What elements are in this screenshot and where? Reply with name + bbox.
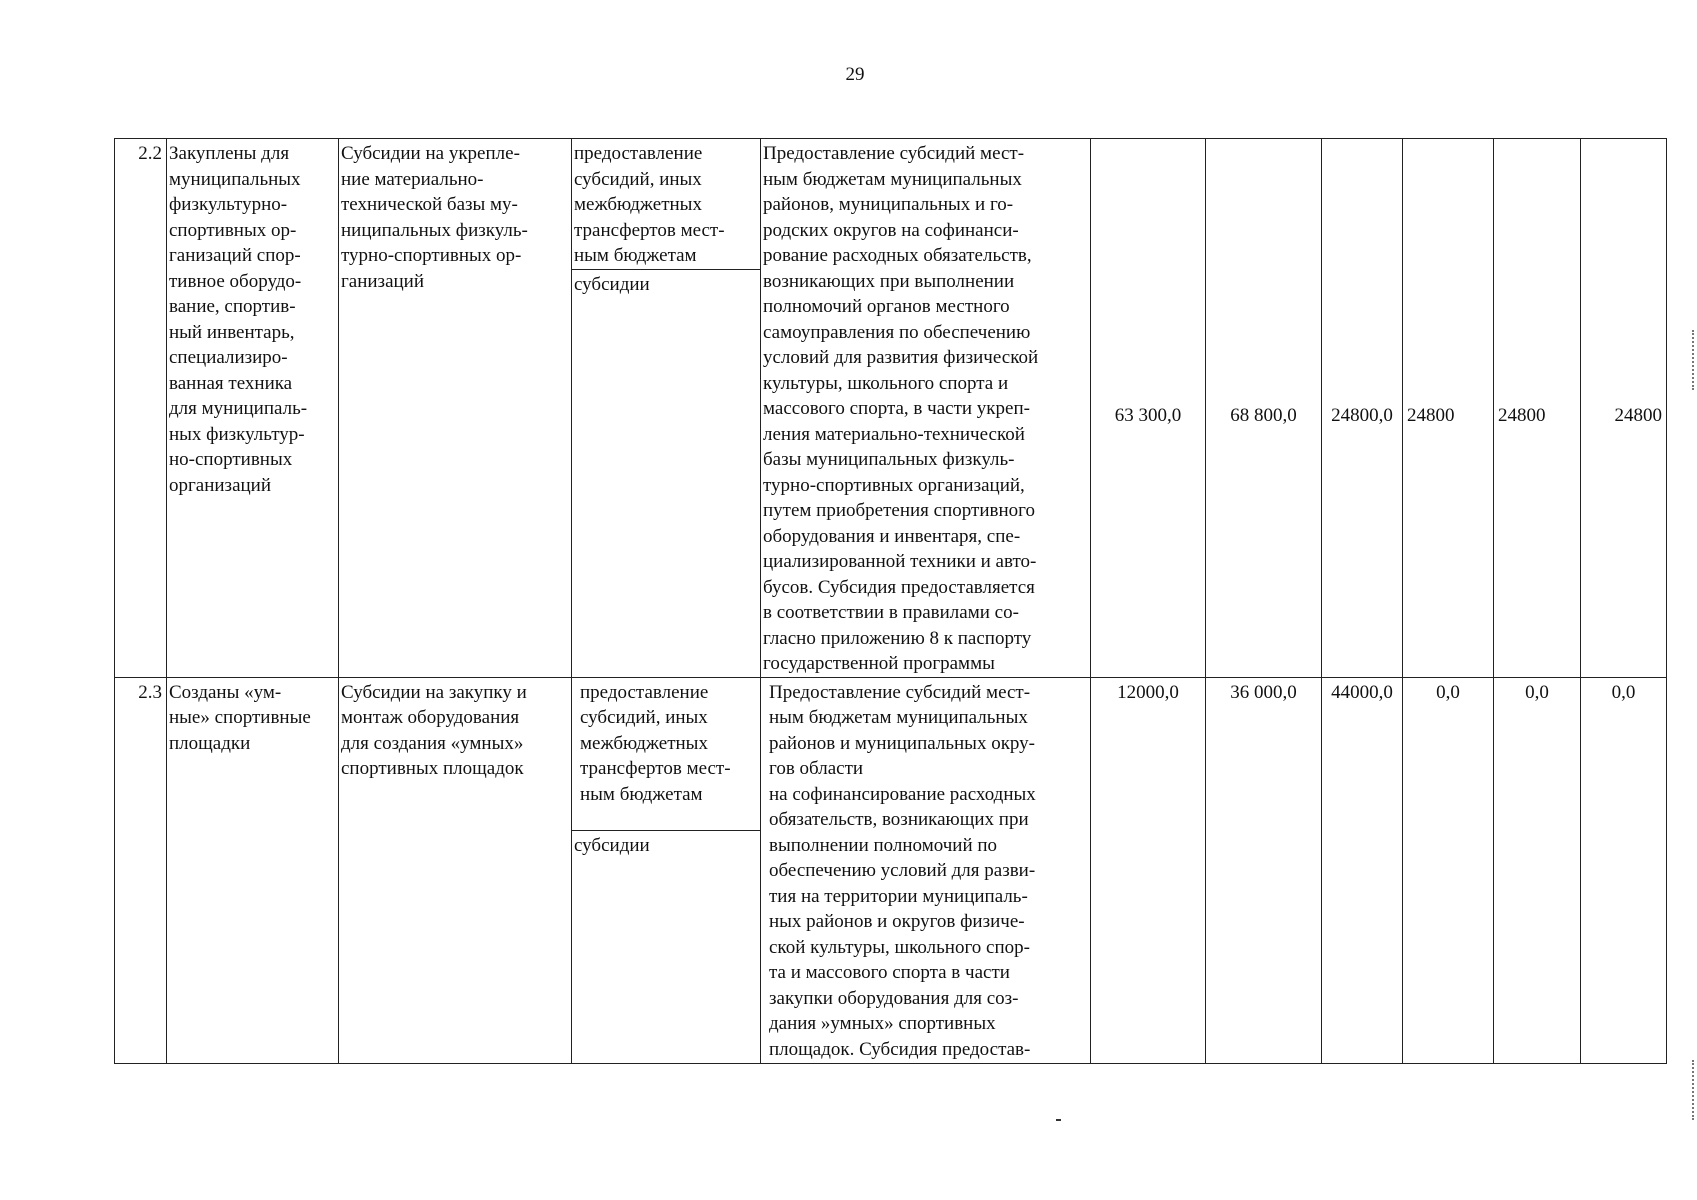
- text-line: на софинансирование расходных: [769, 783, 1036, 805]
- text-line: ным бюджетам муниципальных: [763, 168, 1022, 190]
- text-line: ванная техника: [169, 372, 293, 394]
- text-line: Предоставление субсидий мест-: [763, 143, 1025, 164]
- text-line: Закуплены для: [169, 143, 290, 164]
- text-line: организаций: [169, 474, 272, 496]
- type-cell: [572, 677, 761, 1063]
- text-line: субсидий, иных: [574, 168, 702, 190]
- value-cell: 24800: [1403, 139, 1494, 678]
- value-cell: 12000,0: [1091, 677, 1206, 1063]
- text-line: для муниципаль-: [169, 398, 308, 419]
- text-line: ние материально-: [341, 168, 484, 190]
- type-top: [572, 678, 760, 830]
- text-line: ганизаций: [341, 270, 425, 292]
- text-line: бусов. Субсидия предоставляется: [763, 576, 1035, 598]
- type-cell: [572, 139, 761, 678]
- text-line: тия на территории муниципаль-: [769, 885, 1028, 907]
- text-line: закупки оборудования для соз-: [769, 987, 1019, 1009]
- text-line: для создания «умных»: [341, 732, 524, 754]
- text-line: полномочий органов местного: [763, 296, 1010, 317]
- text-line: ления материально-технической: [763, 423, 1025, 445]
- text-line: массового спорта, в части укреп-: [763, 398, 1030, 419]
- text-line: родских округов на софинанси-: [763, 219, 1019, 241]
- description-cell: [761, 139, 1091, 678]
- text-line: ным бюджетам муниципальных: [769, 707, 1028, 728]
- text-line: тивное оборудо-: [169, 270, 302, 292]
- value-cell: 36 000,0: [1206, 677, 1322, 1063]
- text-line: ных физкультур-: [169, 423, 305, 445]
- text-line: но-спортивных: [169, 449, 293, 470]
- text-line: рование расходных обязательств,: [763, 245, 1032, 266]
- text-line: субсидий, иных: [580, 707, 708, 728]
- text-line: монтаж оборудования: [341, 707, 520, 728]
- value-cell: 24800,0: [1322, 139, 1403, 678]
- value-cell: 24800: [1494, 139, 1581, 678]
- text-line: обязательств, возникающих при: [769, 809, 1029, 830]
- text-line: площадки: [169, 732, 251, 754]
- value-cell: 63 300,0: [1091, 139, 1206, 678]
- type-top: [572, 139, 760, 269]
- text-line: ным бюджетам: [580, 783, 703, 805]
- text-line: обеспечению условий для разви-: [769, 860, 1036, 881]
- text-line: турно-спортивных ор-: [341, 245, 522, 266]
- text-line: гов области: [769, 758, 864, 779]
- text-line: в соответствии в правилами со-: [763, 602, 1019, 623]
- row-number: 2.2: [115, 139, 167, 678]
- text-line: Субсидии на укрепле-: [341, 143, 520, 164]
- row-number: 2.3: [115, 677, 167, 1063]
- text-line: ных районов и округов физиче-: [769, 911, 1025, 932]
- text-line: ным бюджетам: [574, 245, 697, 266]
- text-line: ниципальных физкуль-: [341, 219, 528, 241]
- result-cell: [167, 139, 339, 678]
- text-line: районов, муниципальных и го-: [763, 194, 1014, 215]
- program-table: [114, 138, 1667, 1064]
- text-line: муниципальных: [169, 168, 301, 190]
- text-line: межбюджетных: [574, 194, 702, 215]
- table-row: [115, 677, 1667, 1063]
- text-line: специализиро-: [169, 347, 288, 368]
- text-line: дания »умных» спортивных: [769, 1013, 996, 1034]
- description-cell: [761, 677, 1091, 1063]
- type-bottom: [572, 269, 760, 677]
- text-line: Предоставление субсидий мест-: [769, 681, 1031, 703]
- scan-edge-mark: [1692, 330, 1696, 390]
- text-line: вание, спортив-: [169, 296, 296, 317]
- text-line: ные» спортивные: [169, 707, 311, 728]
- text-line: условий для развития физической: [763, 347, 1039, 368]
- text-line: спортивных ор-: [169, 219, 297, 241]
- value-cell: 68 800,0: [1206, 139, 1322, 678]
- text-line: государственной программы: [763, 653, 995, 674]
- text-line: турно-спортивных организаций,: [763, 474, 1025, 496]
- value-cell: 24800: [1581, 139, 1667, 678]
- text-line: субсидии: [574, 273, 650, 295]
- text-line: ный инвентарь,: [169, 321, 295, 343]
- text-line: самоуправления по обеспечению: [763, 321, 1031, 343]
- measure-cell: [339, 677, 572, 1063]
- type-bottom: [572, 830, 760, 1063]
- text-line: выполнении полномочий по: [769, 834, 998, 856]
- text-line: гласно приложению 8 к паспорту: [763, 627, 1032, 649]
- value-cell: 0,0: [1494, 677, 1581, 1063]
- value-cell: 0,0: [1403, 677, 1494, 1063]
- text-line: трансфертов мест-: [580, 758, 731, 779]
- text-line: предоставление: [574, 143, 703, 164]
- table-row: [115, 139, 1667, 678]
- measure-cell: [339, 139, 572, 678]
- text-line: спортивных площадок: [341, 758, 524, 779]
- text-line: та и массового спорта в части: [769, 962, 1010, 983]
- text-line: площадок. Субсидия предостав-: [769, 1038, 1031, 1060]
- text-line: Субсидии на закупку и: [341, 681, 527, 703]
- page-number: 29: [845, 64, 865, 85]
- text-line: субсидии: [574, 834, 650, 856]
- value-cell: 0,0: [1581, 677, 1667, 1063]
- text-line: культуры, школьного спорта и: [763, 372, 1009, 394]
- text-line: оборудования и инвентаря, спе-: [763, 525, 1021, 547]
- text-line: Созданы «ум-: [169, 681, 282, 703]
- text-line: путем приобретения спортивного: [763, 500, 1035, 521]
- result-cell: [167, 677, 339, 1063]
- text-line: предоставление: [580, 681, 709, 703]
- text-line: технической базы му-: [341, 194, 518, 215]
- value-cell: 44000,0: [1322, 677, 1403, 1063]
- text-line: циализированной техники и авто-: [763, 551, 1037, 572]
- text-line: трансфертов мест-: [574, 219, 725, 241]
- scan-edge-mark: [1692, 1060, 1696, 1120]
- scan-artifact: [1056, 1119, 1061, 1121]
- text-line: ганизаций спор-: [169, 245, 301, 266]
- text-line: базы муниципальных физкуль-: [763, 449, 1015, 470]
- text-line: физкультурно-: [169, 194, 288, 215]
- text-line: ской культуры, школьного спор-: [769, 936, 1030, 958]
- text-line: возникающих при выполнении: [763, 270, 1015, 292]
- text-line: районов и муниципальных окру-: [769, 732, 1036, 754]
- text-line: межбюджетных: [580, 732, 708, 754]
